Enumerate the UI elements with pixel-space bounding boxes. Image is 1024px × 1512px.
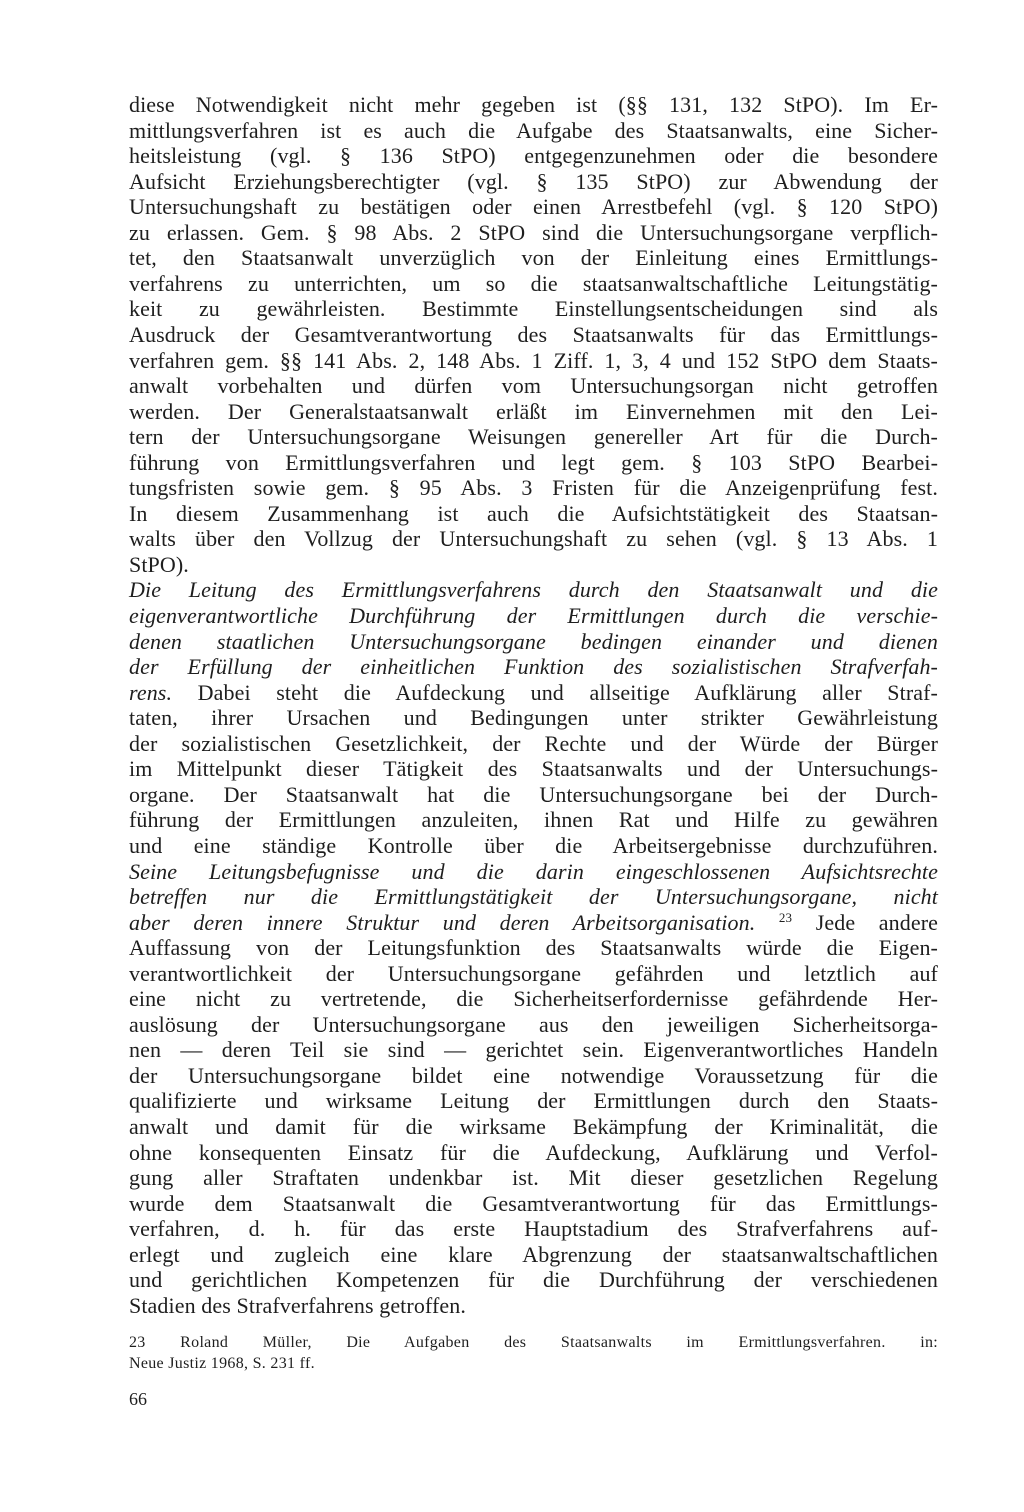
text-line: In diesem Zusammenhang ist auch die Aufsichtstätigkeit des Staatsan- — [129, 501, 938, 526]
text-line: Untersuchungshaft zu bestätigen oder einen Arrestbefehl (vgl. § 120 StPO) — [129, 194, 938, 219]
text-line: und gerichtlichen Kompetenzen für die Durchführung der verschiedenen — [129, 1267, 938, 1292]
text-line: Ausdruck der Gesamtverantwortung des Staatsanwalts für das Ermittlungs- — [129, 322, 938, 347]
text-line: verantwortlichkeit der Untersuchungsorgane gefährden und letztlich auf — [129, 961, 938, 986]
line-text: Jede andere — [792, 910, 938, 935]
text-line: qualifizierte und wirksame Leitung der Ermittlungen durch den Staats- — [129, 1088, 938, 1113]
line-text: Dabei steht die Aufdeckung und allseitige Aufklärung aller Straf- — [172, 680, 938, 705]
text-line: im Mittelpunkt dieser Tätigkeit des Staatsanwalts und der Untersuchungs- — [129, 756, 938, 781]
text-line: der Untersuchungsorgane bildet eine notwendige Voraussetzung für die — [129, 1063, 938, 1088]
text-line: taten, ihrer Ursachen und Bedingungen unter strikter Gewährleistung — [129, 705, 938, 730]
text-line: tungsfristen sowie gem. § 95 Abs. 3 Fristen für die Anzeigenprüfung fest. — [129, 475, 938, 500]
text-line: der Erfüllung der einheitlichen Funktion des sozialistischen Strafverfah- — [129, 654, 938, 679]
text-line: Die Leitung des Ermittlungsverfahrens durch den Staatsanwalt und die — [129, 577, 938, 602]
text-line: Aufsicht Erziehungsberechtigter (vgl. § 135 StPO) zur Abwendung der — [129, 169, 938, 194]
text-line: diese Notwendigkeit nicht mehr gegeben ist (§§ 131, 132 StPO). Im Er- — [129, 92, 938, 117]
text-line: werden. Der Generalstaatsanwalt erläßt im Einvernehmen mit den Lei- — [129, 399, 938, 424]
text-line — [129, 910, 938, 936]
text-line — [129, 680, 938, 706]
text-line: heitsleistung (vgl. § 136 StPO) entgegenzunehmen oder die besondere — [129, 143, 938, 168]
text-line: verfahren gem. §§ 141 Abs. 2, 148 Abs. 1 Ziff. 1, 3, 4 und 152 StPO dem Staats- — [129, 348, 938, 373]
text-line: tern der Untersuchungsorgane Weisungen genereller Art für die Durch- — [129, 424, 938, 449]
text-line: Stadien des Strafverfahrens getroffen. — [129, 1293, 466, 1318]
text-line: und eine ständige Kontrolle über die Arbeitsergebnisse durchzuführen. — [129, 833, 938, 858]
text-line: zu erlassen. Gem. § 98 Abs. 2 StPO sind die Untersuchungsorgane verpflich- — [129, 220, 938, 245]
text-line: führung von Ermittlungsverfahren und legt gem. § 103 StPO Bearbei- — [129, 450, 938, 475]
text-line: walts über den Vollzug der Untersuchungshaft zu sehen (vgl. § 13 Abs. 1 — [129, 526, 938, 551]
text-line: StPO). — [129, 552, 189, 577]
text-line: eigenverantwortliche Durchführung der Ermittlungen durch die verschie- — [129, 603, 938, 628]
text-line: erlegt und zugleich eine klare Abgrenzung der staatsanwaltschaftlichen — [129, 1242, 938, 1267]
footnote-ref: 23 — [778, 910, 793, 925]
italic-span: rens. — [129, 680, 173, 705]
text-line: nen — deren Teil sie sind — gerichtet sein. Eigenverantwortliches Handeln — [129, 1037, 938, 1062]
footnote-line: Neue Justiz 1968, S. 231 ff. — [129, 1355, 315, 1372]
text-line: wurde dem Staatsanwalt die Gesamtverantwortung für das Ermittlungs- — [129, 1191, 938, 1216]
text-line: tet, den Staatsanwalt unverzüglich von der Einleitung eines Ermittlungs- — [129, 245, 938, 270]
text-line: gung aller Straftaten undenkbar ist. Mit dieser gesetzlichen Regelung — [129, 1165, 938, 1190]
page-number: 66 — [129, 1389, 147, 1409]
text-line: organe. Der Staatsanwalt hat die Untersuchungsorgane bei der Durch- — [129, 782, 938, 807]
text-line: anwalt und damit für die wirksame Bekämpfung der Kriminalität, die — [129, 1114, 938, 1139]
text-line: denen staatlichen Untersuchungsorgane bedingen einander und dienen — [129, 629, 938, 654]
italic-span: aber deren innere Struktur und deren Arbeitsorganisation. — [129, 910, 756, 935]
text-line: Auffassung von der Leitungsfunktion des Staatsanwalts würde die Eigen- — [129, 935, 938, 960]
text-line: betreffen nur die Ermittlungstätigkeit der Untersuchungsorgane, nicht — [129, 884, 938, 909]
text-line: verfahren, d. h. für das erste Hauptstadium des Strafverfahrens auf- — [129, 1216, 938, 1241]
text-line: führung der Ermittlungen anzuleiten, ihnen Rat und Hilfe zu gewähren — [129, 807, 938, 832]
footnote-line: 23 Roland Müller, Die Aufgaben des Staatsanwalts im Ermittlungsverfahren. in: — [129, 1334, 938, 1351]
text-line: eine nicht zu vertretende, die Sicherheitserfordernisse gefährdende Her- — [129, 986, 938, 1011]
text-line: verfahrens zu unterrichten, um so die staatsanwaltschaftliche Leitungstätig- — [129, 271, 938, 296]
text-line: ohne konsequenten Einsatz für die Aufdeckung, Aufklärung und Verfol- — [129, 1140, 938, 1165]
text-line: der sozialistischen Gesetzlichkeit, der Rechte und der Würde der Bürger — [129, 731, 938, 756]
text-line: auslösung der Untersuchungsorgane aus den jeweiligen Sicherheitsorga- — [129, 1012, 938, 1037]
text-line: anwalt vorbehalten und dürfen vom Untersuchungsorgan nicht getroffen — [129, 373, 938, 398]
text-line: mittlungsverfahren ist es auch die Aufgabe des Staatsanwalts, eine Sicher- — [129, 118, 938, 143]
text-line: keit zu gewährleisten. Bestimmte Einstellungsentscheidungen sind als — [129, 296, 938, 321]
text-line: Seine Leitungsbefugnisse und die darin eingeschlossenen Aufsichtsrechte — [129, 859, 938, 884]
